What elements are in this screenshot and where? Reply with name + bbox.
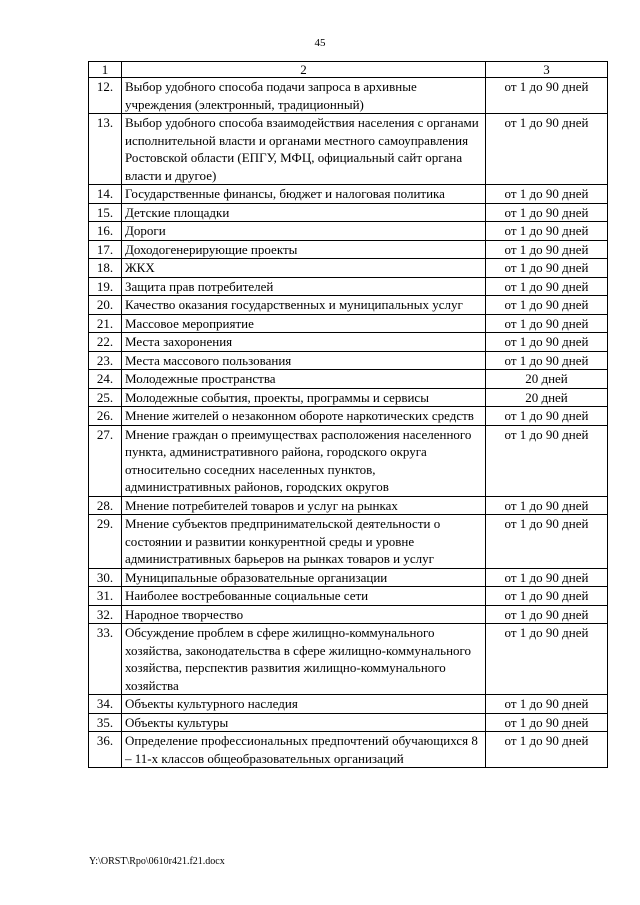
row-term: от 1 до 90 дней: [486, 496, 608, 515]
table-row: [89, 732, 608, 768]
row-term: от 1 до 90 дней: [486, 695, 608, 714]
table-row: [89, 333, 608, 352]
row-number: 33.: [89, 624, 122, 695]
row-number: 20.: [89, 296, 122, 315]
row-term: от 1 до 90 дней: [486, 568, 608, 587]
row-number: 29.: [89, 515, 122, 569]
table-row: [89, 240, 608, 259]
row-number: 17.: [89, 240, 122, 259]
row-number: 31.: [89, 587, 122, 606]
row-term: от 1 до 90 дней: [486, 407, 608, 426]
row-topic: Выбор удобного способа взаимодействия населения с органами исполнительной власти и органами местного самоуправления Ростовской области (ЕПГУ, МФЦ, официальный сайт органа власти и другое): [122, 114, 486, 185]
row-number: 18.: [89, 259, 122, 278]
table-row: [89, 496, 608, 515]
footer-file-path: Y:\ORST\Rpo\0610r421.f21.docx: [89, 856, 225, 867]
row-term: от 1 до 90 дней: [486, 732, 608, 768]
table-body: [89, 78, 608, 768]
row-term: от 1 до 90 дней: [486, 240, 608, 259]
row-topic: Обсуждение проблем в сфере жилищно-коммунального хозяйства, законодательства в сфере жилищно-коммунального хозяйства, перспектив развития жилищно-коммунального хозяйства: [122, 624, 486, 695]
row-term: 20 дней: [486, 388, 608, 407]
row-topic: Мнение субъектов предпринимательской деятельности о состоянии и развитии конкурентной среды и уровне административных барьеров на рынках товаров и услуг: [122, 515, 486, 569]
table-row: [89, 425, 608, 496]
page-number: 45: [314, 37, 326, 49]
row-term: от 1 до 90 дней: [486, 713, 608, 732]
table-row: [89, 277, 608, 296]
table-row: [89, 370, 608, 389]
row-number: 34.: [89, 695, 122, 714]
table-row: [89, 605, 608, 624]
table-row: [89, 314, 608, 333]
row-term: от 1 до 90 дней: [486, 333, 608, 352]
row-topic: Качество оказания государственных и муниципальных услуг: [122, 296, 486, 315]
row-topic: Народное творчество: [122, 605, 486, 624]
column-header-topic: 2: [122, 62, 486, 78]
table-header-row: [89, 62, 608, 78]
row-topic: Места массового пользования: [122, 351, 486, 370]
table-row: [89, 388, 608, 407]
row-number: 27.: [89, 425, 122, 496]
row-topic: Массовое мероприятие: [122, 314, 486, 333]
table-row: [89, 407, 608, 426]
row-term: от 1 до 90 дней: [486, 114, 608, 185]
row-topic: Дороги: [122, 222, 486, 241]
table-row: [89, 587, 608, 606]
table-row: [89, 351, 608, 370]
row-number: 28.: [89, 496, 122, 515]
row-number: 26.: [89, 407, 122, 426]
row-topic: Молодежные пространства: [122, 370, 486, 389]
table-row: [89, 259, 608, 278]
column-header-number: 1: [89, 62, 122, 78]
row-topic: Объекты культуры: [122, 713, 486, 732]
row-topic: Объекты культурного наследия: [122, 695, 486, 714]
row-topic: Определение профессиональных предпочтений обучающихся 8 – 11-х классов общеобразовательных организаций: [122, 732, 486, 768]
row-topic: Мнение жителей о незаконном обороте наркотических средств: [122, 407, 486, 426]
row-number: 30.: [89, 568, 122, 587]
column-header-term: 3: [486, 62, 608, 78]
table-row: [89, 185, 608, 204]
row-number: 36.: [89, 732, 122, 768]
row-number: 23.: [89, 351, 122, 370]
document-table: [88, 61, 608, 768]
row-topic: Детские площадки: [122, 203, 486, 222]
row-number: 35.: [89, 713, 122, 732]
table-row: [89, 624, 608, 695]
row-number: 21.: [89, 314, 122, 333]
row-term: от 1 до 90 дней: [486, 222, 608, 241]
table-row: [89, 296, 608, 315]
row-number: 15.: [89, 203, 122, 222]
row-topic: Государственные финансы, бюджет и налоговая политика: [122, 185, 486, 204]
table-row: [89, 515, 608, 569]
table-row: [89, 713, 608, 732]
row-term: от 1 до 90 дней: [486, 296, 608, 315]
row-term: от 1 до 90 дней: [486, 277, 608, 296]
row-term: от 1 до 90 дней: [486, 185, 608, 204]
row-topic: Муниципальные образовательные организации: [122, 568, 486, 587]
row-term: от 1 до 90 дней: [486, 605, 608, 624]
row-topic: Выбор удобного способа подачи запроса в архивные учреждения (электронный, традиционный): [122, 78, 486, 114]
row-topic: Мнение граждан о преимуществах расположения населенного пункта, административного района, городского округа относительно соседних населенных пунктов, административных районов, городских округов: [122, 425, 486, 496]
row-number: 16.: [89, 222, 122, 241]
table-row: [89, 222, 608, 241]
row-number: 25.: [89, 388, 122, 407]
row-topic: Молодежные события, проекты, программы и сервисы: [122, 388, 486, 407]
row-topic: Наиболее востребованные социальные сети: [122, 587, 486, 606]
row-number: 22.: [89, 333, 122, 352]
row-topic: ЖКХ: [122, 259, 486, 278]
row-topic: Мнение потребителей товаров и услуг на рынках: [122, 496, 486, 515]
table-row: [89, 203, 608, 222]
table-row: [89, 78, 608, 114]
row-number: 13.: [89, 114, 122, 185]
row-topic: Защита прав потребителей: [122, 277, 486, 296]
row-term: от 1 до 90 дней: [486, 515, 608, 569]
row-number: 24.: [89, 370, 122, 389]
table-row: [89, 695, 608, 714]
row-term: от 1 до 90 дней: [486, 624, 608, 695]
row-topic: Места захоронения: [122, 333, 486, 352]
row-term: от 1 до 90 дней: [486, 351, 608, 370]
table-row: [89, 568, 608, 587]
row-number: 32.: [89, 605, 122, 624]
row-term: от 1 до 90 дней: [486, 78, 608, 114]
row-term: 20 дней: [486, 370, 608, 389]
row-term: от 1 до 90 дней: [486, 314, 608, 333]
row-number: 14.: [89, 185, 122, 204]
row-term: от 1 до 90 дней: [486, 259, 608, 278]
row-number: 19.: [89, 277, 122, 296]
table-row: [89, 114, 608, 185]
row-term: от 1 до 90 дней: [486, 587, 608, 606]
row-topic: Доходогенерирующие проекты: [122, 240, 486, 259]
row-term: от 1 до 90 дней: [486, 425, 608, 496]
row-term: от 1 до 90 дней: [486, 203, 608, 222]
row-number: 12.: [89, 78, 122, 114]
